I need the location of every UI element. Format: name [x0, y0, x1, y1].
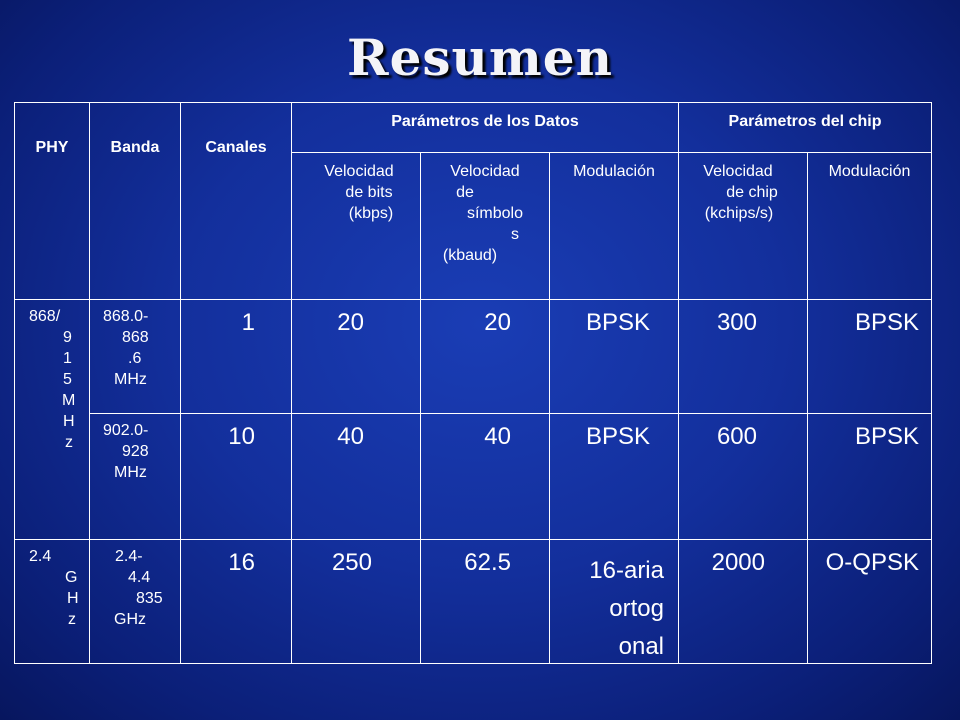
chip-rate-cell: 300 [679, 300, 808, 414]
subheader-chip-modulation: Modulación [808, 153, 932, 300]
symbol-rate-cell: 20 [421, 300, 550, 414]
chip-modulation-cell: O-QPSK [808, 540, 932, 664]
modulation-cell: BPSK [550, 414, 679, 540]
chip-rate-cell: 2000 [679, 540, 808, 664]
subheader-bit-rate: Velocidad de bits (kbps) [292, 153, 421, 300]
banda-cell: 902.0- 928 MHz [90, 414, 181, 540]
header-canales: Canales [181, 103, 292, 300]
table-row [15, 300, 932, 414]
banda-cell: 2.4- 4.4 835 GHz [90, 540, 181, 664]
bit-rate-cell: 250 [292, 540, 421, 664]
table-row [15, 540, 932, 664]
header-phy: PHY [15, 103, 90, 300]
subheader-symbol-rate: Velocidad de símbolo s (kbaud) [421, 153, 550, 300]
header-data-params: Parámetros de los Datos [292, 103, 679, 153]
chip-modulation-cell: BPSK [808, 300, 932, 414]
slide-title: Resumen [347, 28, 613, 87]
canales-cell: 1 [181, 300, 292, 414]
chip-modulation-cell: BPSK [808, 414, 932, 540]
symbol-rate-cell: 62.5 [421, 540, 550, 664]
subheader-data-modulation: Modulación [550, 153, 679, 300]
bit-rate-cell: 20 [292, 300, 421, 414]
bit-rate-cell: 40 [292, 414, 421, 540]
table-row [15, 414, 932, 540]
summary-table [14, 102, 932, 664]
modulation-cell: BPSK [550, 300, 679, 414]
canales-cell: 10 [181, 414, 292, 540]
header-chip-params: Parámetros del chip [679, 103, 932, 153]
banda-cell: 868.0- 868 .6 MHz [90, 300, 181, 414]
symbol-rate-cell: 40 [421, 414, 550, 540]
modulation-cell: 16-aria ortog onal [550, 540, 679, 664]
phy-2-4-ghz-cell: 2.4 G H z [15, 540, 90, 664]
chip-rate-cell: 600 [679, 414, 808, 540]
subheader-chip-rate: Velocidad de chip (kchips/s) [679, 153, 808, 300]
phy-868-915-cell: 868/ 9 1 5 M H z [15, 300, 90, 540]
canales-cell: 16 [181, 540, 292, 664]
header-banda: Banda [90, 103, 181, 300]
